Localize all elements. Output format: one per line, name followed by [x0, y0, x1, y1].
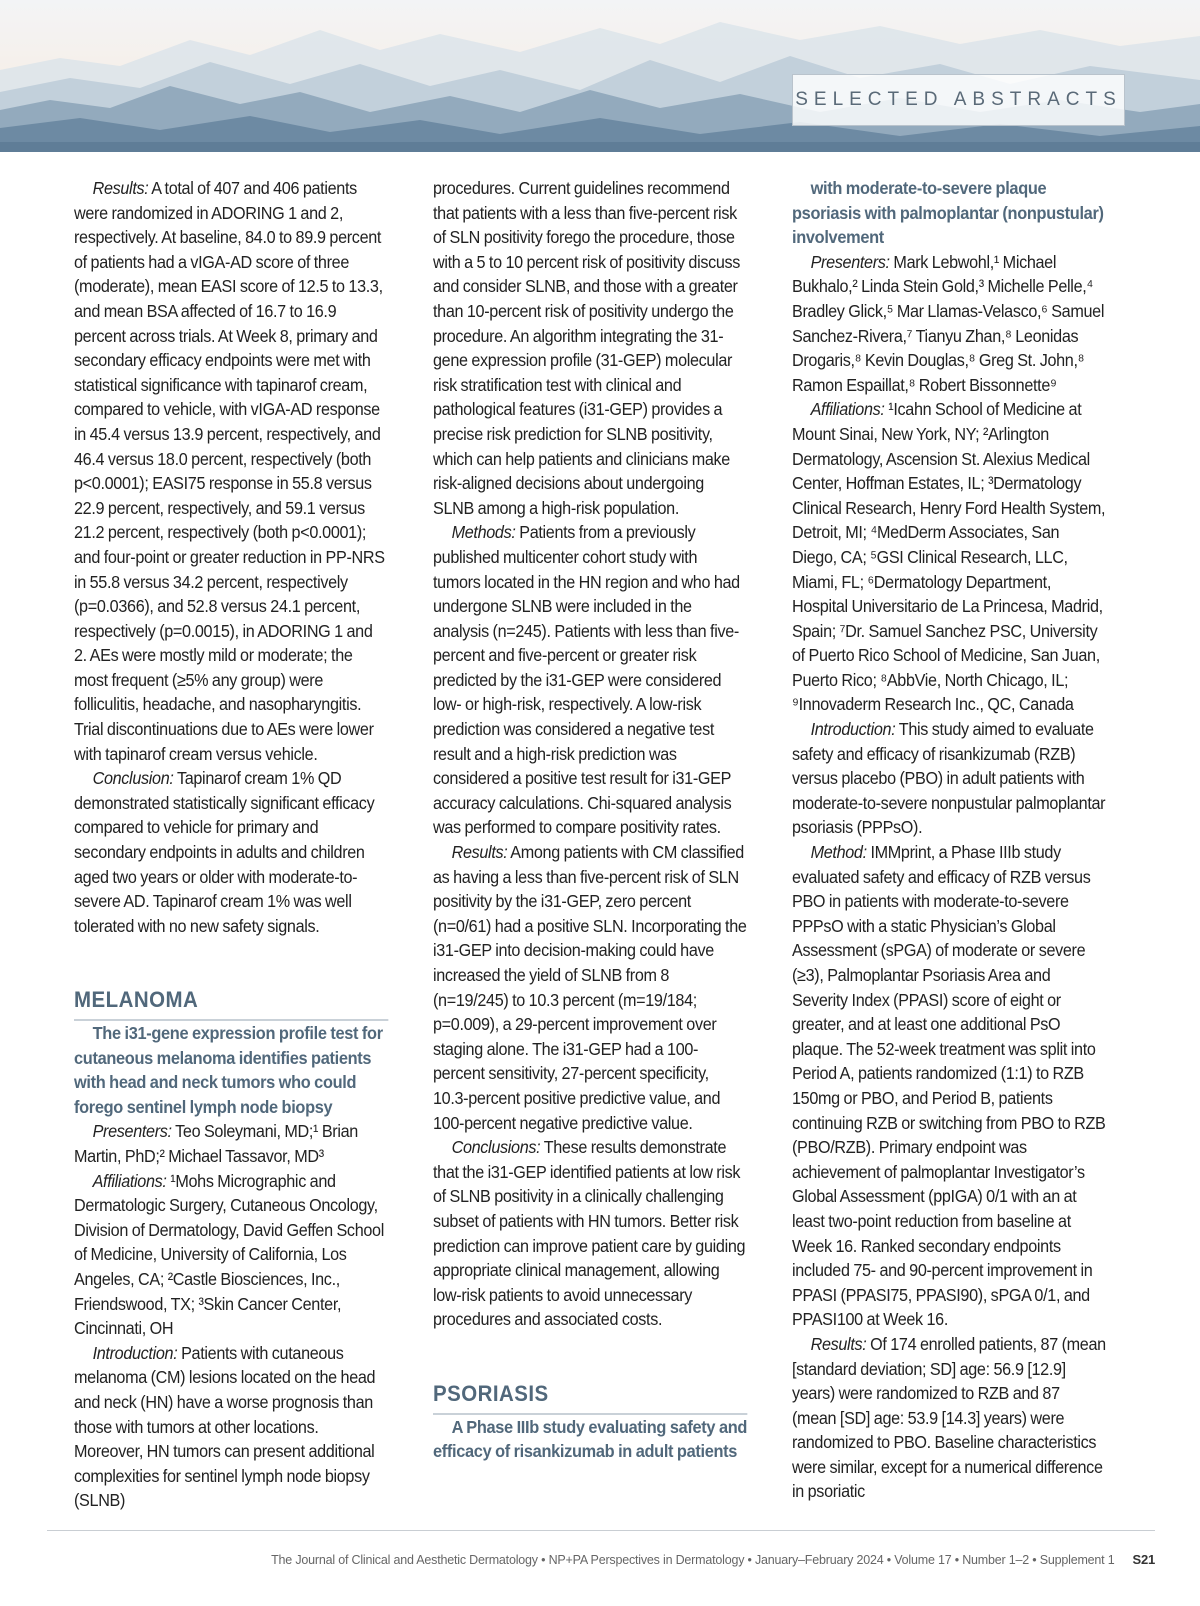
- affiliations-text: ¹Mohs Micrographic and Dermatologic Surgery, Cutaneous Oncology, Division of Dermatology, David Geffen School of Medicine, University of California, Los Angeles, CA; ²Castle Biosciences, Inc., Friendswood, TX; ³Skin Cancer Center, Cincinnati, OH: [74, 1170, 384, 1339]
- introduction-continued: procedures. Current guidelines recommend that patients with a less than five-percent risk of SLN positivity forego the procedure, those with a 5 to 10 percent risk of positivity discuss and consider SLNB, and those with a greater than 10-percent risk of positivity undergo the procedure. An algorithm integrating the 31-gene expression profile (31-GEP) molecular risk stratification test with clinical and pathological features (i31-GEP) provides a precise risk prediction for SLNB positivity, which can help patients and clinicians make risk-aligned decisions about undergoing SLNB among a high-risk population.: [433, 178, 741, 518]
- results-paragraph: [433, 840, 747, 1135]
- methods-text: Patients from a previously published multicenter cohort study with tumors located in the HN region and who had undergone SLNB were included in the analysis (n=245). Patients with less than five-percent and five-percent or greater risk predicted by the i31-GEP were considered low- or high-risk, respectively. A low-risk prediction was considered a negative test result and a high-risk prediction was considered a positive test result for i31-GEP accuracy calculations. Chi-squared analysis was performed to compare positivity rates.: [433, 522, 740, 838]
- presenters-text: Mark Lebwohl,¹ Michael Bukhalo,² Linda Stein Gold,³ Michelle Pelle,⁴ Bradley Glick,⁵ Mar Llamas-Velasco,⁶ Samuel Sanchez-Rivera,⁷ Tianyu Zhan,⁸ Leonidas Drogaris,⁸ Kevin Douglas,⁸ Greg St. John,⁸ Ramon Espaillat,⁸ Robert Bissonnette⁹: [792, 251, 1105, 395]
- header-banner: [0, 0, 1200, 152]
- introduction-label: Introduction:: [810, 719, 896, 740]
- results-paragraph: [74, 176, 388, 766]
- affiliations-text: ¹Icahn School of Medicine at Mount Sinai, New York, NY; ²Arlington Dermatology, Ascension St. Alexius Medical Center, Hoffman Estates, IL; ³Dermatology Clinical Research, Henry Ford Health System, Detroit, MI; ⁴MedDerm Associates, San Diego, CA; ⁵GSI Clinical Research, LLC, Miami, FL; ⁶Dermatology Department, Hospital Universitario de La Princesa, Madrid, Spain; ⁷Dr. Samuel Sanchez PSC, University of Puerto Rico School of Medicine, San Juan, Puerto Rico; ⁸AbbVie, North Chicago, IL; ⁹Innovaderm Research Inc., QC, Canada: [792, 399, 1106, 715]
- section-label: SELECTED ABSTRACTS: [792, 74, 1125, 126]
- affiliations-label: Affiliations:: [810, 399, 885, 420]
- presenters-paragraph: [74, 1119, 388, 1168]
- results-paragraph: [792, 1332, 1106, 1504]
- page-footer: [0, 1552, 1155, 1567]
- article-title-psoriasis: A Phase IIIb study evaluating safety and efficacy of risankizumab in adult patients: [433, 1416, 748, 1462]
- results-label: Results:: [92, 178, 149, 198]
- conclusion-label: Conclusion:: [92, 768, 174, 789]
- methods-label: Methods:: [451, 522, 516, 543]
- affiliations-paragraph: [792, 397, 1106, 717]
- column-1: [74, 176, 388, 1513]
- affiliations-label: Affiliations:: [92, 1170, 167, 1191]
- method-label: Method:: [810, 842, 867, 863]
- affiliations-paragraph: [74, 1169, 388, 1341]
- journal-citation: The Journal of Clinical and Aesthetic Dermatology • NP+PA Perspectives in Dermatology • January–February 2024 • Volume 17 • Number 1–2 • Supplement 1: [271, 1553, 1115, 1567]
- conclusion-paragraph: [74, 766, 388, 938]
- section-heading-melanoma: MELANOMA: [74, 988, 388, 1021]
- results-label: Results:: [810, 1333, 867, 1354]
- presenters-paragraph: [792, 250, 1106, 398]
- conclusion-text: Tapinarof cream 1% QD demonstrated statistically significant efficacy compared to vehicle for primary and secondary endpoints in adults and children aged two years or older with moderate-to-severe AD. Tapinarof cream 1% was well tolerated with no new safety signals.: [74, 768, 375, 936]
- results-text: Among patients with CM classified as having a less than five-percent risk of SLN positivity by the i31-GEP, zero percent (n=0/61) had a positive SLN. Incorporating the i31-GEP into decision-making could have increased the yield of SLNB from 8 (n=19/245) to 10.3 percent (m=19/184; p=0.009), a 29-percent improvement over staging alone. The i31-GEP had a 100-percent sensitivity, 27-percent specificity, 10.3-percent positive predictive value, and 100-percent negative predictive value.: [433, 842, 747, 1133]
- introduction-text: This study aimed to evaluate safety and efficacy of risankizumab (RZB) versus placebo (PBO) in adult patients with moderate-to-severe nonpustular palmoplantar psoriasis (PPPsO).: [792, 719, 1106, 838]
- presenters-label: Presenters:: [92, 1121, 172, 1142]
- column-3: [792, 176, 1106, 1504]
- results-label: Results:: [451, 842, 508, 863]
- page-number: S21: [1132, 1552, 1155, 1567]
- article-title-continued: with moderate-to-severe plaque psoriasis with palmoplantar (nonpustular) involvement: [792, 178, 1104, 248]
- presenters-text: Teo Soleymani, MD;¹ Brian Martin, PhD;² Michael Tassavor, MD³: [74, 1121, 358, 1166]
- article-title-melanoma: The i31-gene expression profile test for cutaneous melanoma identifies patients with head and neck tumors who could forego sentinel lymph node biopsy: [74, 1023, 383, 1117]
- column-2: [433, 176, 747, 1464]
- introduction-label: Introduction:: [92, 1342, 178, 1363]
- results-text: A total of 407 and 406 patients were randomized in ADORING 1 and 2, respectively. At baseline, 84.0 to 89.9 percent of patients had a vIGA-AD score of three (moderate), mean EASI score of 12.5 to 13.3, and mean BSA affected of 16.7 to 16.9 percent across trials. At Week 8, primary and secondary efficacy endpoints were met with statistical significance with tapinarof cream, compared to vehicle, with vIGA-AD response in 45.4 versus 13.9 percent, respectively, and 46.4 versus 18.0 percent, respectively (both p<0.0001); EASI75 response in 55.8 versus 22.9 percent, respectively, and 59.1 versus 21.2 percent, respectively (both p<0.0001); and four-point or greater reduction in PP-NRS in 55.8 versus 34.2 percent, respectively (p=0.0366), and 52.8 versus 24.1 percent, respectively (p=0.0015), in ADORING 1 and 2. AEs were mostly mild or moderate; the most frequent (≥5% any group) were folliculitis, headache, and nasopharyngitis. Trial discontinuations due to AEs were lower with tapinarof cream versus vehicle.: [74, 178, 385, 764]
- introduction-paragraph: [792, 717, 1106, 840]
- section-heading-psoriasis: PSORIASIS: [433, 1382, 747, 1415]
- results-text: Of 174 enrolled patients, 87 (mean [standard deviation; SD] age: 56.9 [12.9] years) were randomized to RZB and 87 (mean [SD] age: 53.9 [14.3] years) were randomized to PBO. Baseline characteristics were similar, except for a numerical difference in psoriatic: [792, 1333, 1106, 1502]
- method-text: IMMprint, a Phase IIIb study evaluated safety and efficacy of RZB versus PBO in patients with moderate-to-severe PPPsO with a static Physician’s Global Assessment (sPGA) of moderate or severe (≥3), Palmoplantar Psoriasis Area and Severity Index (PPASI) score of eight or greater, and at least one additional PsO plaque. The 52-week treatment was split into Period A, patients randomized (1:1) to RZB 150mg or PBO, and Period B, patients continuing RZB or switching from PBO to RZB (PBO/RZB). Primary endpoint was achievement of palmoplantar Investigator’s Global Assessment (ppIGA) 0/1 with an at least two-point reduction from baseline at Week 16. Ranked secondary endpoints included 75- and 90-percent improvement in PPASI (PPASI75, PPASI90), sPGA 0/1, and PPASI100 at Week 16.: [792, 842, 1106, 1330]
- introduction-text: Patients with cutaneous melanoma (CM) lesions located on the head and neck (HN) have a worse prognosis than those with tumors at other locations. Moreover, HN tumors can present additional complexities for sentinel lymph node biopsy (SLNB): [74, 1342, 376, 1511]
- presenters-label: Presenters:: [810, 251, 890, 272]
- method-paragraph: [792, 840, 1106, 1332]
- footer-divider: [47, 1530, 1155, 1531]
- methods-paragraph: [433, 520, 747, 840]
- conclusions-paragraph: [433, 1135, 747, 1332]
- introduction-paragraph: [74, 1341, 388, 1513]
- conclusions-label: Conclusions:: [451, 1137, 541, 1158]
- conclusions-text: These results demonstrate that the i31-GEP identified patients at low risk of SLNB positivity in a clinically challenging subset of patients with HN tumors. Better risk prediction can improve patient care by guiding appropriate clinical management, allowing low-risk patients to avoid unnecessary procedures and associated costs.: [433, 1137, 746, 1330]
